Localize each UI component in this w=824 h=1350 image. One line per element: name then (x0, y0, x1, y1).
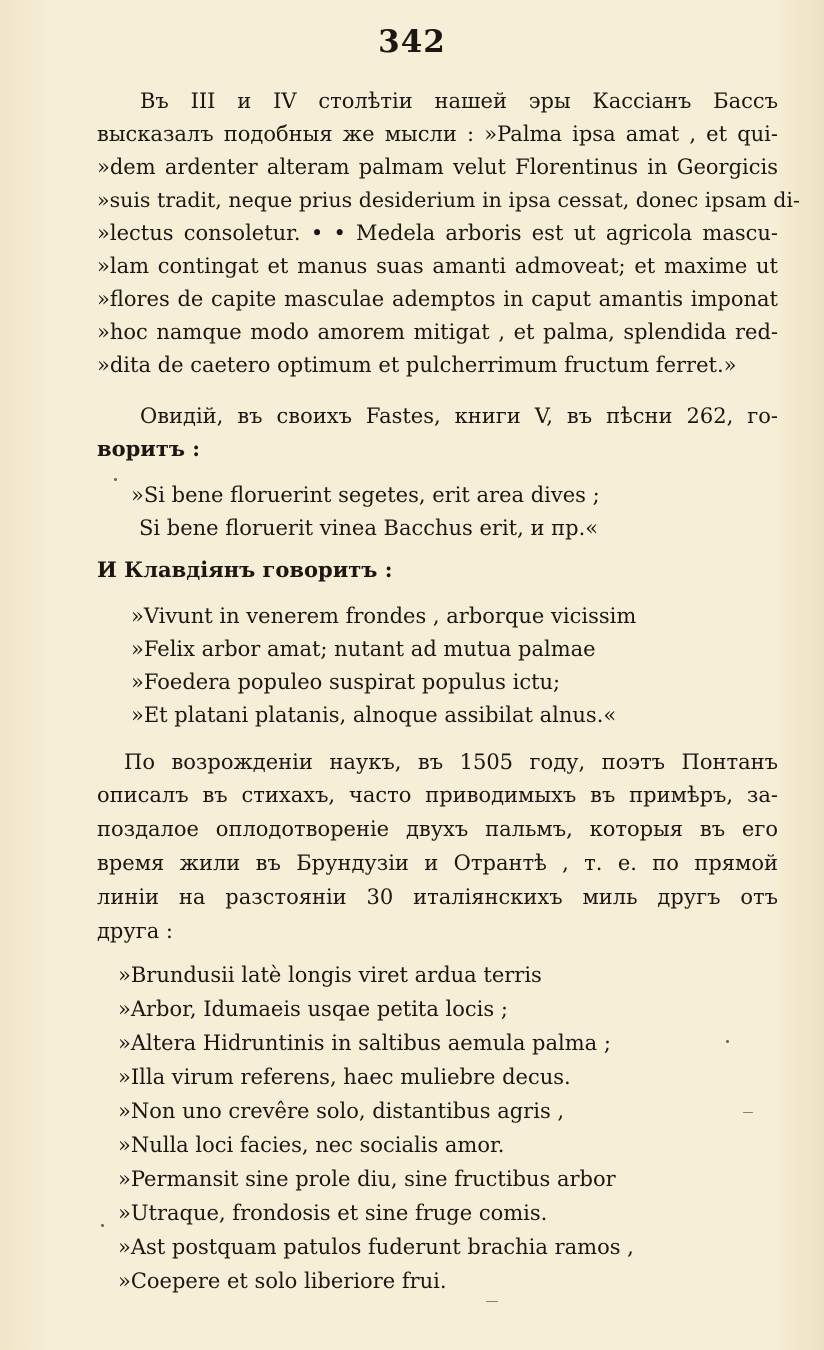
page-number: 342 (378, 24, 446, 60)
text-line: »dita de caetero optimum et pulcherrimum fructum ferret.» (97, 353, 737, 377)
text-line: линіи на разстояніи 30 италіянскихъ миль другъ отъ (97, 885, 778, 909)
text-line: поздалое оплодотвореніе двухъ пальмъ, которыя въ его (97, 817, 778, 841)
paper-speck (101, 1224, 104, 1227)
verse-line: »Brundusii latè longis viret ardua terris (118, 963, 542, 987)
verse-line: »Si bene floruerint segetes, erit area dives ; (131, 483, 600, 507)
verse-line: »Coepere et solo liberiore frui. (118, 1269, 447, 1293)
verse-line: »Utraque, frondosis et sine fruge comis. (118, 1201, 548, 1225)
paper-speck (726, 1040, 729, 1043)
text-line: »lam contingat et manus suas amanti admoveat; et maxime ut (97, 254, 778, 278)
text-line: время жили въ Брундузіи и Отрантѣ , т. е. по прямой (97, 851, 778, 875)
text-line: описалъ въ стихахъ, часто приводимыхъ въ примѣръ, за- (97, 783, 778, 807)
verse-line: »Altera Hidruntinis in saltibus aemula palma ; (118, 1031, 611, 1055)
paper-speck (114, 478, 117, 481)
paper-mark (486, 1301, 498, 1302)
verse-line: »Vivunt in venerem frondes , arborque vicissim (131, 604, 637, 628)
verse-line: »Foedera populeo suspirat populus ictu; (131, 670, 561, 694)
text-line: друга : (97, 919, 174, 943)
verse-line: »Ast postquam patulos fuderunt brachia ramos , (118, 1235, 634, 1259)
text-line: Въ III и IV столѣтіи нашей эры Кассіанъ Бассъ (140, 89, 778, 113)
text-line: »flores de capite masculae ademptos in caput amantis imponat (97, 287, 778, 311)
verse-line: »Non uno crevêre solo, distantibus agris , (118, 1099, 565, 1123)
verse-line: »Permansit sine prole diu, sine fructibus arbor (118, 1167, 616, 1191)
text-line: Овидій, въ своихъ Fastes, книги V, въ пѣсни 262, го- (140, 404, 778, 428)
text-line: высказалъ подобныя же мысли : »Palma ipsa amat , et qui- (97, 122, 778, 146)
verse-line: »Nulla loci facies, nec socialis amor. (118, 1133, 505, 1157)
text-line: »hoc namque modo amorem mitigat , et palma, splendida red- (97, 320, 778, 344)
text-line: воритъ : (97, 436, 201, 461)
text-line: По возрожденіи наукъ, въ 1505 году, поэтъ Понтанъ (124, 750, 778, 774)
text-line: »dem ardenter alteram palmam velut Florentinus in Georgicis (97, 155, 778, 179)
verse-line: »Arbor, Idumaeis usqae petita locis ; (118, 997, 508, 1021)
paper-mark (743, 1112, 753, 1113)
verse-line: Si bene floruerit vinea Bacchus erit, и пр.« (139, 516, 599, 540)
text-line: »suis tradit, neque prius desiderium in ipsa cessat, donec ipsam di- (97, 188, 800, 212)
verse-line: »Et platani platanis, alnoque assibilat alnus.« (131, 703, 617, 727)
verse-line: »Felix arbor amat; nutant ad mutua palmae (131, 637, 596, 661)
verse-line: »Illa virum referens, haec muliebre decus. (118, 1065, 571, 1089)
claudian-intro: И Клавдіянъ говоритъ : (97, 557, 393, 582)
text-line: »lectus consoletur. • • Medela arboris est ut agricola mascu- (97, 221, 778, 245)
